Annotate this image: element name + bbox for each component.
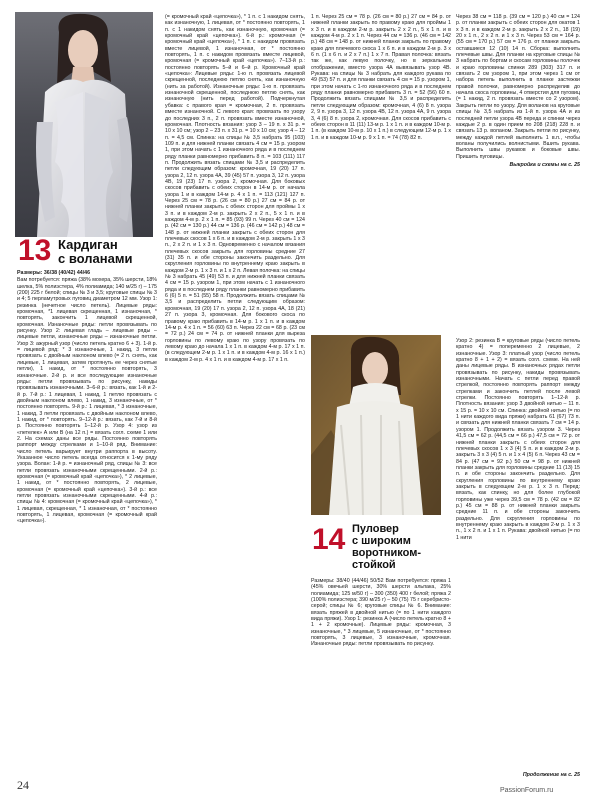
pullover-photo [311,335,441,515]
continued-reference: Продолжение на с. 25 [522,772,580,778]
pattern-title-line1: Кардиган [58,237,118,252]
pattern-title-line2: с широким [352,535,411,547]
column-3-instructions: 1 п. Через 25 см = 78 р. (26 см = 80 р.) 27 см = 84 р. от нижней планки закрыть по правому краю для проймы 1 х 3 п. и в каждом 2-м р. закрыть 2 х 2 п., 5 х 1 п. и в каждом 4-м р. 2 х 1 п. Через 44 см = 136 р. (46 см = 142 р.) 48 см = 148 р. от нижней планки закрыть по правому краю для плечевого скоса 1 х 6 п. и в каждом 2-м р. 3 х 6 п. (1 х 6 п. и 2 х 7 п.) 1 х 7 п. Правая полочка: вязать так же, как левую полочку, но в зеркальном отображении, вместо узора 4А вывязывать узор 4В. Рукава: на спицы № 3 набрать для каждого рукава по 49 (53) 57 п. и для планки связать 4 см = 15 р. узором 1, при этом начать с 1-го изнаночного ряда и в последнем ряду планки равномерно прибавить 3 п. = 52 (56) 60 п. Продолжить вязать спицами № 3,5 и распределить петли следующим образом: кромочная, 4 (6) 8 п. узора 2, 9 п. узора 3, 12 п. узора 4В, 12 п. узора 4А, 9 п. узора 3, 4 (6) 8 п. узора 2, кромочная. Для скосов прибавить с обеих сторон в 11 (11) 13-м р. 1 х 1 п. и в каждом 10-м р. 1 п. (в каждом 10-м р. 10 х 1 п.) в следующем 12-м р. 1 х 1 п. и в каждом 10-м р. 9 х 1 п. = 74 (78) 82 п. [311,14,451,141]
cardigan-photo [15,12,153,237]
column-r2-instructions: Узор 2: резинка В = круговые ряды (число петель кратно 4) = попеременно 2 лицевые, 2 изнаночные. Узор 3: платный узор (число петель кратно 8 + 1 + 2) = вязать согл. схеме. На ней даны лицевые ряды. В изнаночных рядах петли провязывать по рисунку, накиды провязывать изнаночными. Начать с петли перед правой стрелкой, постоянно повторять раппорт между стрелками и закончить петлей после левой стрелки. Постоянно повторять 1–12-й р. Плотность вязания: узор 3 двойной нитью – 11 п. х 15 р. = 10 х 10 см. Спинка: двойной нитью (= по 1 нити каждого вида пряжи) набрать 61 (67) 73 п. и связать для нижней планки связать 7 см = 14 р. узором 1. Продолжить вязать узором 3. Через 41,5 см = 62 р. (44,5 см = 66 р.) 47,5 см = 72 р. от нижней планки закрыть с обеих сторон для плечевых скосов 1 х 3 (4) 5 п. и в каждом 2-м р. закрыть 3 х 3 (4) 5 п. и 1 х 4 (5) 6 п. Через 43 см = 84 р. (47 см = 92 р.) 50 см = 98 р. от нижней планки закрыть для горловины средние 11 (13) 15 п. и обе стороны закончить раздельно. Для скругления горловины по внутреннему краю закрыть в следующем 2-м р. 1 х 3 п. Перед: вязать, как спинку, но для более глубокой горловины уже через 39,5 см = 78 р. (42 см = 82 р.) 45 см = 88 р. от нижней планки закрыть средние 11 п. и обе стороны закончить раздельно. Для скругления горловины по внутреннему краю закрыть в каждом 2-м р. 1 х 3 п., 1 х 2 п. и 1 х 1 п. Рукава: двойной нитью (= по 1 нити [456,338,580,541]
model-in-pullover-image [311,335,441,515]
site-watermark: PassionForum.ru [500,787,554,794]
sizes-line: Размеры: 36/38 (40/42) 44/46 [17,270,91,276]
article-14-instructions: Размеры: 38/40 (44/46) 50/52 Вам потребуется: пряжа 1 (45% овечьей шерсти, 30% шерсти альпака, 25% полиамида; 125 м/50 г) – 300 (350) 400 г белой; пряжа 2 (100% полиэстера; 390 м/25 г) – 50 (75) 75 г серебристо-серой; спицы № 6; круговые спицы № 6. Внимание: вязать пряжей в двойной нитью (= по 1 нити каждого вида пряжи). Узор 1: резинка А (число петель кратно 8 + 1 + 2 кромочные). Лицевые ряды: кромочная, 3 изнаночные, * 3 лицевые, 5 изнаночные, от * постоянно повторять, 3 лицевые, 3 изнаночные, кромочная. Изнаночные ряды: петли провязывать по рисунку. [311,578,451,648]
column-2-instructions: (= кромочный край «цепочка»), * 1 п. с 1 накидом снять, как изнаночную, 1 лицевая, от * постоянно повторять, 1 п. с 1 накидом снять, как изнаночную, кромочная (= кромочный край «цепочка»). 6-й р.: кромочная (= кромочный край «цепочка»), * 1 п. с накидом провязать вместе лицевой, 1 изнаночная, от * постоянно повторять, 1 п. с накидом провязать вместе лицевой, кромочная (= кромочный край «цепочка»). 7–13-й р.: постоянно повторять 5–й и 6–й р. Кромочный край «цепочка»: Лицевые ряды: 1-ю п. провязать лицевой скрещенной, последнюю петлю снять, как изнаночную (нить за работой). Изнаночные ряды: 1-ю п. провязать изнаночной скрещенной, последнюю петлю снять, как изнаночную (нить перед работой). Подчеркнутая убавка: с правого края = кромочная, 2 п. провязать вместе изнаночной. С левого края: провязать по узору до последних 3 п., 2 п. провязать вместе изнаночной, кромочная. Плотность вязания: узор 3 – 19 п. х 31 р. = 10 х 10 см; узор 2 – 23 п. х 31 р. = 10 х 10 см; узор 4 – 12 п. = 4,5 см. Спинка: на спицы № 3,5 набрать 95 (103) 109 п. и для нижней планки связать 4 см = 15 р. узором 1, при этом начать с 1 изнаночного ряда и в последнем ряду планки равномерно прибавить 8 п. = 103 (111) 117 п. Продолжить вязать спицами № 3,5 и распределить петли следующим образом: кромочная, 19 (20) 17 п. узора 2, 12 п. узора 4А, 39 (45) 57 п. узора 3, 12 п. узора 4В, 19 (23) 17 п. узора 2, кромочная. Для боковых скосов прибавить с обеих сторон в 14-м р. от начала узора 1 и в каждом 14-м р. 4 х 1 п. = 113 (121) 127 п. Через 25 см = 78 р. (26 см = 80 р.) 27 см = 84 р. от нижней планки закрыть с обеих сторон для проймы 1 х 3 п. и в каждом 2-м р. закрыть 2 х 2 п., 5 х 1 п. и в каждом 4-м р. 2 х 1 п. = 85 (93) 99 п. Через 40 см = 124 р. (42 см = 130 р.) 44 см = 136 р. (46 см = 142 р.) 48 см = 148 р. от нижней планки закрыть с обеих сторон для плечевых скосов 1 х 6 п. и в каждом 2-м р. закрыть 1 х 3 п., 2 х 2 п. и 1 х 3 п. Одновременно с началом вязания плечевых скосов закрыть для горловины средние 27 (31) 35 п. и обе стороны закончить раздельно. Для скругления горловины по внутреннему краю закрыть в каждом 2-м р. 1 х 3 п. и 1 х 2 п. Левая полочка: на спицы № 3 набрать 45 (49) 53 п. и для нижней планки связать 4 см = 15 р. узором 1, при этом начать с 1 изнаночного ряда и в последнем ряду планки равномерно прибавить 6 (6) 5 п. = 51 (55) 58 п. Продолжить вязать спицами № 3,5 и распределить петли следующим образом: кромочная, 19 (20) 17 п. узора 2, 12 п. узора 4А, 18 (21) 27 п. узора 3, кромочная. Для бокового скоса по правому краю прибавить в 14-м р. 1 х 1 п. и в каждом 14-м р. 4 х 1 п. = 56 (60) 63 п. Через 22 см = 68 р. (23 см = 72 р.) 24 см = 74 р. от нижней планки для выреза горловины по левому краю по узору провязать по левому краю до начала 1 х 1 п. в каждом 4-м р. 17 х 1 п. (в следующем 2-м р. 1 х 1 п. и в каждом 4-м р. 16 х 1 п.) в каждом 2-м р. 4 х 1 п. и в каждом 4-м р. 17 х 1 п. [165,14,305,363]
article-14-body [311,578,451,778]
pattern-number: 13 [18,234,52,267]
pattern-number: 14 [312,523,346,556]
pattern-title-line1: Пуловер [352,523,399,535]
column-r2-text [456,338,580,770]
column-4-text [456,14,580,314]
column-3-text [311,14,451,324]
article-13-body [17,270,157,775]
pattern-title-line4: стойкой [352,559,396,571]
article-13-instructions: Вам потребуется: пряжа (38% мохера, 35% шерсти, 18% шелка, 5% полиэстера, 4% полиамида; 140 м/25 г) – 175 (200) 225 г белой; спицы № 3 и 3,5; круговые спицы № 3 и 4; 5 перламутровых пуговиц диаметром 12 мм. Узор 1: резинка (нечетное число петель). Лицевые ряды: кромочная, *1 лицевая скрещенная, 1 изнаночная, * повторять, закончить 1 лицевой скрещенной, кромочная. Изнаночные ряды: петли провязывать по рисунку. Узор 2: лицевая гладь – лицевые ряды – лицевые петли, изнаночные ряды – изнаночные петли. Узор 3: ажурный узор (число петель кратно 6 + 3). 1-й р. = лицевой ряд: * 3 изнаночные, 1 накид, 3 петли провязать с двойным наклоном влево (= 2 п. снять, как лицевые, 1 лицевая, затем протянуть ее через снятые петли), 1 накид, от * постоянно повторять, 3 изнаночные. 2-й р. и все последующие изнаночные ряды: петли провязывать по рисунку, накиды провязывать изнаночными. 3–6-й р.: вязать, как 1-й и 2-й р. 7-й р.: 1 лицевая, 1 накид, 1 петлю провязать с двойным наклоном влево, 1 накид, 3 изнаночные, от * постоянно повторять. 9-й р.: 1 лицевая, * 3 изнаночные, 1 накид, 3 петли провязать с двойным наклоном влево, 1 накид, от * повторять. 9–12-й р.: вязать, как 7-й и 8-й р. Постоянно повторять 1–12-й р. Узор 4: узор из «петелек» А или В (на 12 п.) = вязать согл. схеме 1 или 2. На схемах даны все ряды. Постоянно повторять раппорт между стрелками и 1–10-й ряд. Внимание: число петель варьирует внутри раппорта в высоту. Указанное число петель всегда относится к 1-му ряду узора. Волан: 1-й р. = изнаночный ряд, спицы № 3: все петли провязать изнаночными скрещенными. 2-й р.: кромочная (= кромочный край «цепочка»), * 2 лицевые, 1 накид, от * постоянно повторять, 2 лицевые, кромочная (= кромочный край «цепочка»). 3-й р.: все петли провязать изнаночными скрещенными. 4-й р.: спицы № 4: кромочная (= кромочный край «цепочка»), * 1 лицевая, скрещенная, * 1 изнаночная, от * постоянно повторять, 1 лицевая, кромочная (= кромочный край «цепочка»). [17,277,157,525]
pattern-title-line3: воротником- [352,547,422,559]
column-4-instructions: Через 38 см = 118 р. (39 см = 120 р.) 40 см = 124 р. от планки закрыть с обеих сторон для окатов 1 х 3 п. и в каждом 2-м р. закрыть 2 х 2 п., 18 (19) 20 х 1 п., 2 х 2 п. и 1 х 3 п. Через 53 см = 164 р. (55 см = 170 р.) 57 см = 176 р. от планки закрыть оставшиеся 12 (10) 14 п. Сборка: выполнить плечевые швы. Для планки на круговые спицы № 3 набрать по бортам и скосам горловины полочек и краю горловины спинки 289 (303) 317 п. и связать 2 см узором 1, при этом через 1 см от набора петель выполнить в планке застежки правой полочки, равномерно распределив до начала скоса горловины, 4 отверстия для пуговиц (= 1 накид, 2 п. провязать вместе со 2 узором). Закрыть петли по узору. Для воланов на круговые спицы № 3,5 набрать из 1-й п. узора 4А и из последней петли узора 4В переда и спинки через каждые 2 р. в один прием по 208 (218) 228 п. и связать 13 р. воланом. Закрыть петли по рисунку, между каждой петлей выполнить 1 в.п., чтобы воланы получились волнистыми. Вшить рукава. Выполнить швы рукавов и боковые швы. Пришить пуговицы. [456,14,580,160]
model-in-cardigan-image [15,12,153,237]
pattern-title-line2: с воланами [58,251,133,266]
page-number: 24 [17,778,29,792]
schemes-reference: Выкройка и схемы на с. 25 [509,161,580,168]
column-2-text [165,14,305,779]
